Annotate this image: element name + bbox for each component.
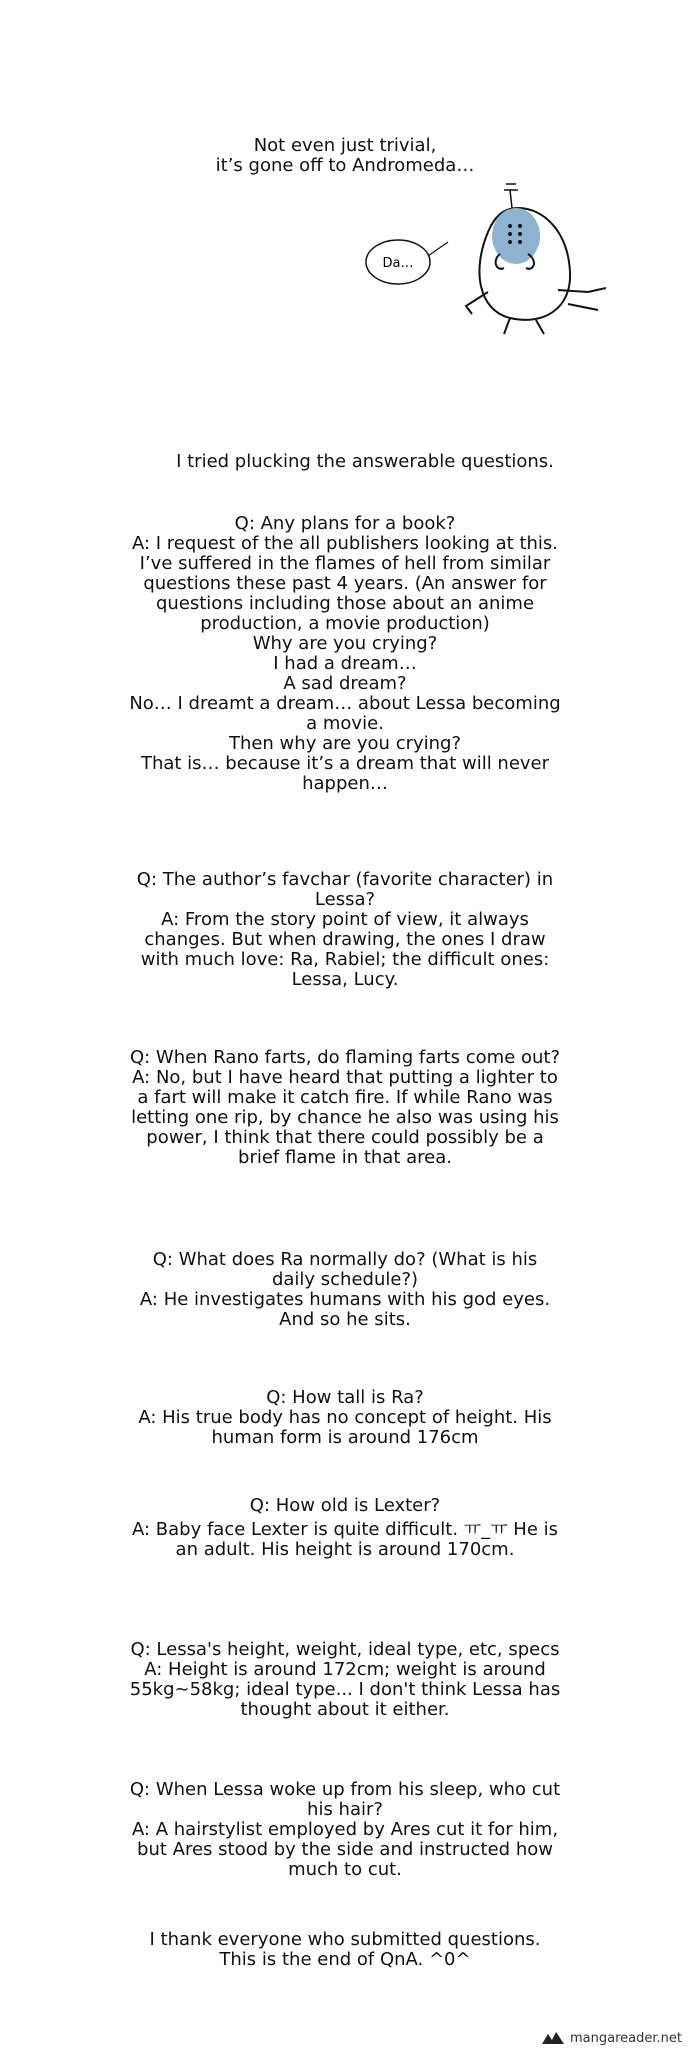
intro-line: Not even just trivial, <box>253 135 437 156</box>
watermark-text: mangareader.net <box>570 2030 682 2046</box>
qa-item <box>0 1780 690 1880</box>
character-doodle <box>360 180 620 340</box>
qa-item <box>0 1640 690 1720</box>
question: Q: How old is Lexter? <box>249 1495 441 1516</box>
question: his hair? <box>307 1799 383 1820</box>
question: Q: When Lessa woke up from his sleep, who cut <box>129 1779 561 1800</box>
answer-line: A sad dream? <box>283 673 407 694</box>
question: Q: Any plans for a book? <box>234 513 456 534</box>
answer-line: A: I request of the all publishers looking at this. <box>131 533 559 554</box>
answer-line: questions these past 4 years. (An answer for <box>143 573 547 594</box>
eye-dot <box>518 232 522 236</box>
answer-line: 55kg~58kg; ideal type... I don't think Lessa has <box>129 1679 561 1700</box>
speech-bubble-text: Da… <box>382 256 414 271</box>
eye-dot <box>508 240 512 244</box>
answer-line: And so he sits. <box>279 1309 411 1330</box>
question: Q: When Rano farts, do flaming farts come out? <box>129 1047 561 1068</box>
answer-line: No… I dreamt a dream… about Lessa becoming <box>129 693 561 714</box>
answer-line: an adult. His height is around 170cm. <box>175 1539 515 1560</box>
qa-item <box>0 1048 690 1168</box>
antenna <box>504 184 518 208</box>
answer-line: letting one rip, by chance he also was using his <box>131 1107 559 1128</box>
answer-line: Then why are you crying? <box>228 733 462 754</box>
eye-dot <box>518 224 522 228</box>
closing-line: This is the end of QnA. ^0^ <box>219 1949 471 1970</box>
bubble-tail <box>428 242 448 256</box>
answer-line: Lessa, Lucy. <box>291 969 399 990</box>
answer-line: A: Height is around 172cm; weight is around <box>144 1659 546 1680</box>
answer-line: with much love: Ra, Rabiel; the difficult ones: <box>140 949 550 970</box>
answer-line: a fart will make it catch fire. If while Rano was <box>137 1087 553 1108</box>
answer-line: I had a dream… <box>273 653 417 674</box>
question: Q: What does Ra normally do? (What is his <box>152 1249 538 1270</box>
answer-line: brief flame in that area. <box>238 1147 452 1168</box>
closing-text <box>0 1930 690 1970</box>
answer-line: A: No, but I have heard that putting a lighter to <box>132 1067 558 1088</box>
eye-dot <box>508 232 512 236</box>
answer-line: changes. But when drawing, the ones I draw <box>144 929 546 950</box>
answer-line: A: From the story point of view, it always <box>161 909 529 930</box>
eye-dot <box>508 224 512 228</box>
answer-line: but Ares stood by the side and instructed how <box>137 1839 553 1860</box>
qa-item <box>0 870 690 990</box>
qa-item <box>0 1388 690 1448</box>
question: daily schedule?) <box>271 1269 419 1290</box>
answer-line: questions including those about an anime <box>155 593 535 614</box>
answer-line: That is… because it’s a dream that will never <box>140 753 550 774</box>
answer-line: Why are you crying? <box>252 633 438 654</box>
qa-item <box>0 1250 690 1330</box>
closing-line: I thank everyone who submitted questions. <box>149 1929 541 1950</box>
answer-line: human form is around 176cm <box>211 1427 479 1448</box>
qa-item <box>0 1496 690 1560</box>
heading-text: I tried plucking the answerable questions. <box>176 451 554 472</box>
watermark <box>540 2030 682 2046</box>
answer-line: I’ve suffered in the flames of hell from similar <box>139 553 551 574</box>
answer-line: A: A hairstylist employed by Ares cut it for him, <box>131 1819 559 1840</box>
answer-line: A: He investigates humans with his god eyes. <box>139 1289 551 1310</box>
question: Q: Lessa's height, weight, ideal type, etc, specs <box>130 1639 560 1660</box>
question: Q: How tall is Ra? <box>266 1387 424 1408</box>
answer-line: much to cut. <box>288 1859 402 1880</box>
intro-text <box>0 136 690 176</box>
intro-line: it’s gone off to Andromeda… <box>215 155 475 176</box>
qa-item <box>0 514 690 794</box>
answer-line: production, a movie production) <box>200 613 490 634</box>
answer-line: happen… <box>302 773 388 794</box>
manga-logo-icon <box>540 2030 566 2046</box>
answer-line: a movie. <box>306 713 384 734</box>
eye-dot <box>518 240 522 244</box>
answer-line: power, I think that there could possibly be a <box>146 1127 544 1148</box>
answer-line: A: Baby face Lexter is quite difficult. ㅠ_ㅠ He is <box>131 1519 559 1540</box>
section-heading <box>20 452 690 472</box>
answer-line: A: His true body has no concept of height. His <box>138 1407 552 1428</box>
question: Lessa? <box>314 889 376 910</box>
question: Q: The author’s favchar (favorite character) in <box>136 869 554 890</box>
answer-line: thought about it either. <box>240 1699 450 1720</box>
